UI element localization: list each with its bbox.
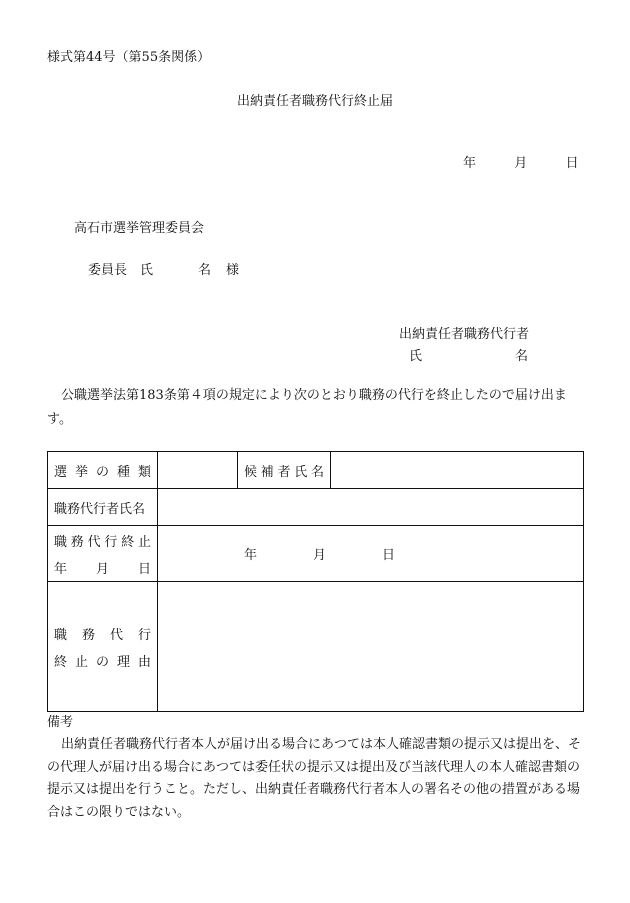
addressee-title: 委員長: [88, 263, 128, 278]
body-paragraph: [47, 384, 585, 432]
end-date-day-label: 日: [382, 548, 396, 563]
date-day-label: 日: [565, 156, 579, 171]
submitter-role: 出納責任者職務代行者: [399, 327, 530, 342]
submitter-name-label-1: 氏: [409, 349, 423, 364]
end-date-month-label: 月: [313, 548, 327, 563]
body-text: 公職選挙法第183条第４項の規定により次のとおり職務の代行を終止したので届け出ます。: [47, 388, 567, 427]
addressee-line: [88, 264, 239, 277]
remarks-heading: 備考: [47, 715, 74, 730]
document-title: 出納責任者職務代行終止届: [236, 94, 393, 109]
reason-label: 職 務 代 行 終 止 の 理 由: [48, 582, 158, 712]
end-date-label: 職 務 代 行 終 止 年 月 日: [48, 526, 158, 582]
table-row-election: [48, 452, 584, 489]
election-type-field[interactable]: [158, 452, 238, 489]
table-row-reason: [48, 582, 584, 712]
remarks-text: 出納責任者職務代行者本人が届け出る場合にあつては本人確認書類の提示又は提出を、その代理人が届け出る場合にあつては委任状の提示又は提出及び当該代理人の本人確認書類の提示又は提出を行うこと。ただし、出納責任者職務代行者本人の署名その他の措置がある場合はこの限りではない。: [47, 737, 582, 820]
end-date-field[interactable]: [158, 526, 584, 582]
table-row-agent: [48, 489, 584, 526]
agent-name-label: 職務代行者氏名: [48, 489, 158, 526]
candidate-name-label: 候 補 者 氏 名: [238, 452, 331, 489]
form-number: 様式第44号（第55条関係）: [47, 50, 211, 65]
addressee-name-label-1: 氏: [140, 263, 154, 278]
addressee-name-label-2: 名: [198, 263, 212, 278]
date-year-label: 年: [463, 156, 477, 171]
candidate-name-field[interactable]: [331, 452, 584, 489]
election-type-label: 選 挙 の 種 類: [48, 452, 158, 489]
reason-field[interactable]: [158, 582, 584, 712]
form-table: [47, 451, 584, 712]
remarks-paragraph: [47, 734, 587, 824]
submitter-name-line: [409, 350, 528, 363]
addressee-honorific: 様: [226, 263, 240, 278]
submitter-name-label-2: 名: [515, 349, 529, 364]
table-row-end-date: [48, 526, 584, 582]
submission-date: [463, 157, 579, 170]
agent-name-field[interactable]: [158, 489, 584, 526]
date-month-label: 月: [514, 156, 528, 171]
addressee-organization: 高石市選挙管理委員会: [74, 221, 205, 236]
end-date-year-label: 年: [244, 548, 258, 563]
